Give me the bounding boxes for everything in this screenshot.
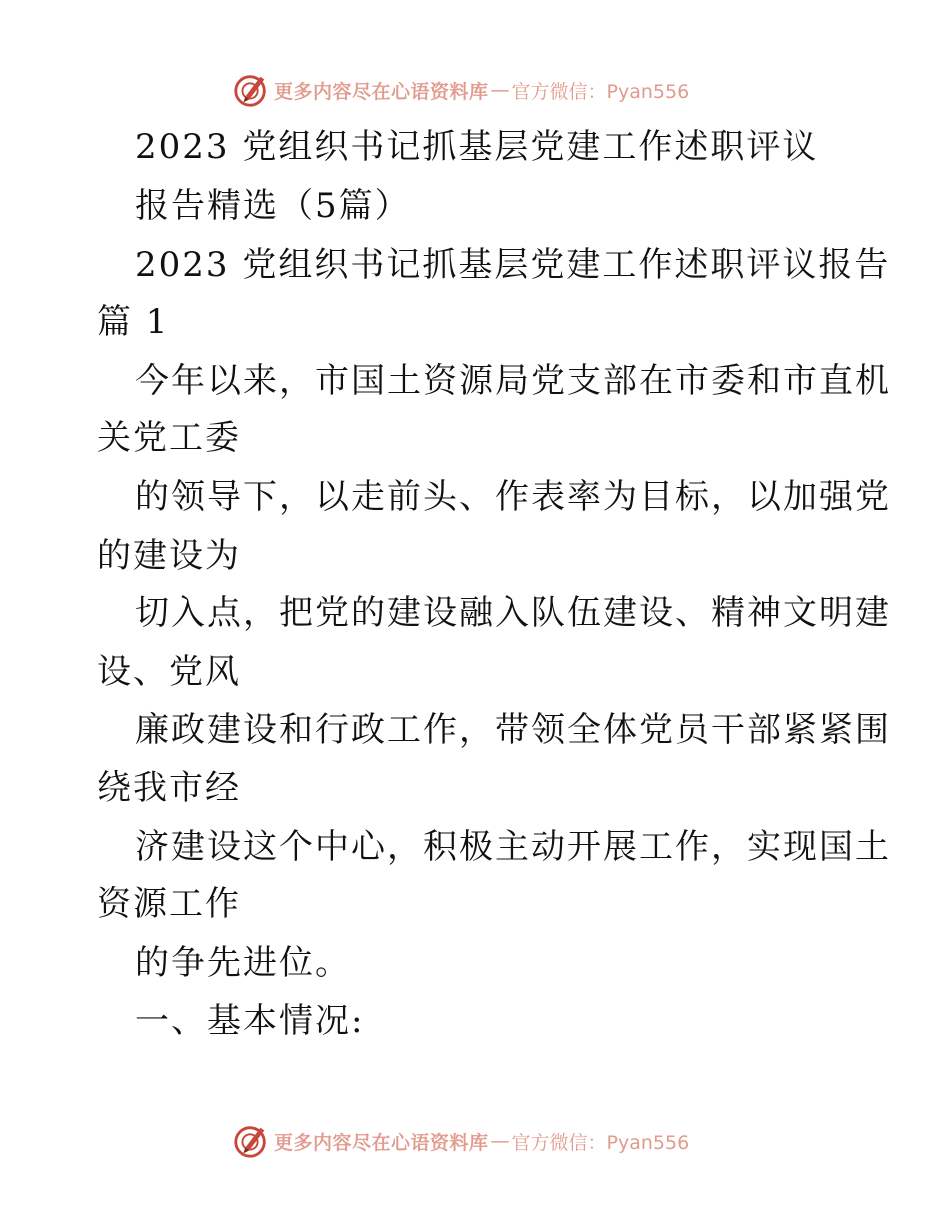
header-banner xyxy=(232,70,689,110)
subtitle-line-1: 2023 党组织书记抓基层党建工作述职评议报告 xyxy=(135,245,891,285)
pen-logo-icon xyxy=(232,71,270,109)
body-line: 的领导下，以走前头、作表率为目标，以加强党 xyxy=(135,477,891,517)
title-line-1: 2023 党组织书记抓基层党建工作述职评议 xyxy=(135,127,819,167)
body-line: 关党工委 xyxy=(97,418,241,458)
body-line: 设、党风 xyxy=(97,652,241,692)
footer-wechat: 官方微信：Pyan556 xyxy=(511,1131,690,1154)
pen-logo-icon xyxy=(232,1122,270,1160)
title-line-2: 报告精选（5篇） xyxy=(135,186,411,226)
body-line: 绕我市经 xyxy=(97,768,241,808)
header-wechat: 官方微信：Pyan556 xyxy=(511,80,690,103)
body-line: 的建设为 xyxy=(97,536,241,576)
footer-text: 更多内容尽在心语资料库 xyxy=(274,1131,489,1154)
header-text: 更多内容尽在心语资料库 xyxy=(274,80,489,103)
footer-banner xyxy=(232,1121,689,1161)
body-line: 的争先进位。 xyxy=(135,943,351,983)
footer-separator: — xyxy=(490,1130,510,1152)
section-heading: 一、基本情况: xyxy=(135,1001,365,1041)
body-line: 济建设这个中心，积极主动开展工作，实现国土 xyxy=(135,827,891,867)
subtitle-line-2: 篇 1 xyxy=(97,302,170,342)
body-line: 资源工作 xyxy=(97,884,241,924)
body-line: 廉政建设和行政工作，带领全体党员干部紧紧围 xyxy=(135,710,891,750)
body-line: 切入点，把党的建设融入队伍建设、精神文明建 xyxy=(135,593,891,633)
header-separator: — xyxy=(490,79,510,101)
body-line: 今年以来，市国土资源局党支部在市委和市直机 xyxy=(135,361,891,401)
